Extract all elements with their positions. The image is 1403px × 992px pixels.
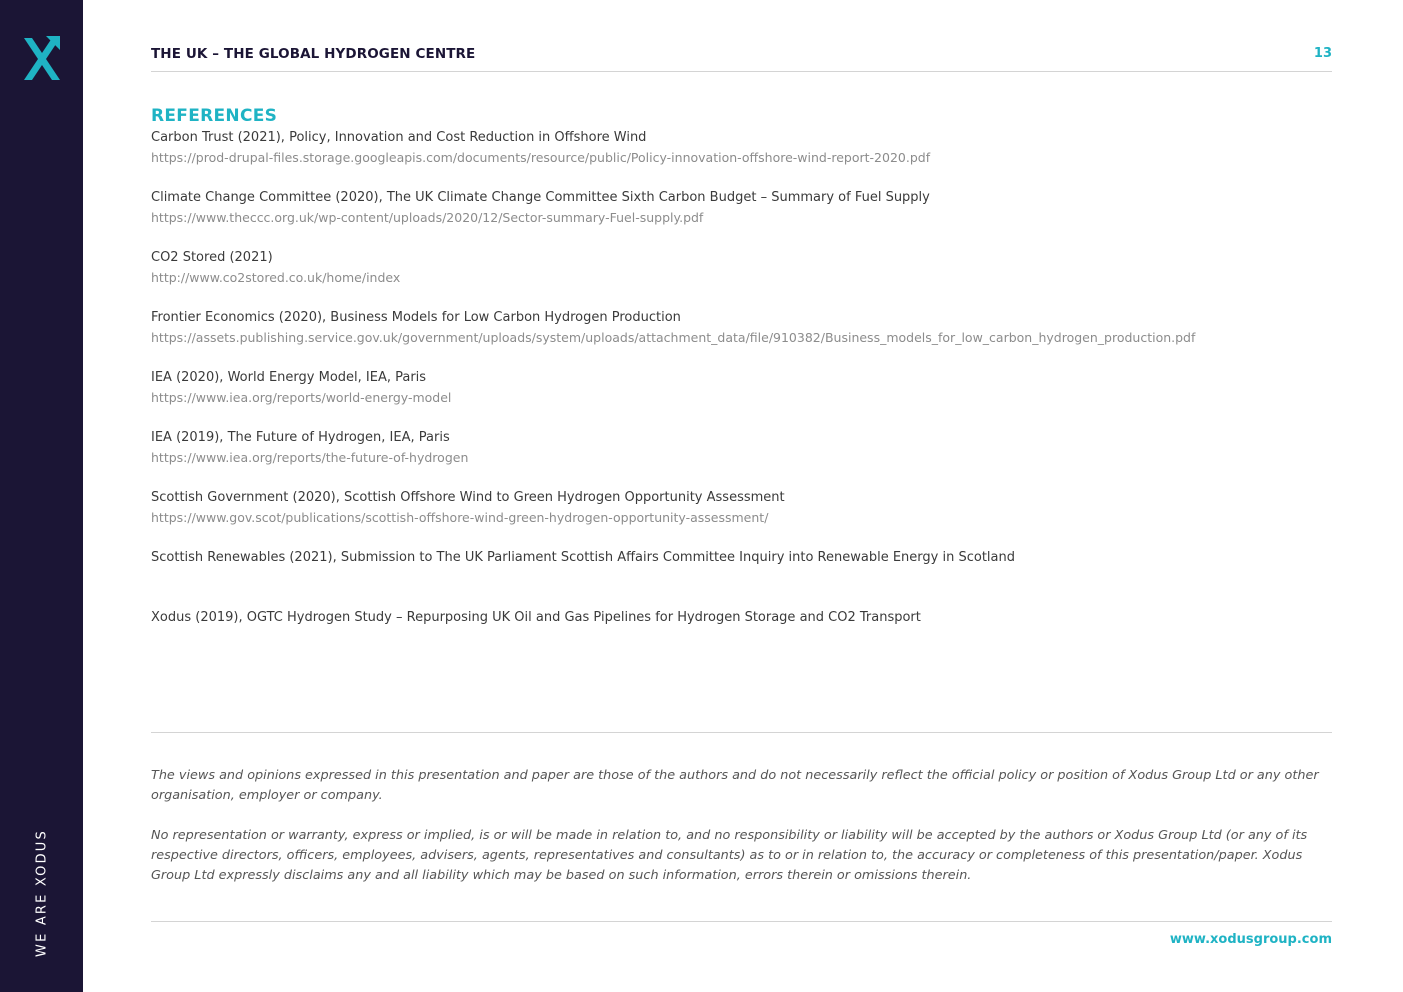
reference-url[interactable]: https://assets.publishing.service.gov.uk/government/uploads/system/uploads/attachment_data/file/910382/Business_models_for_low_carbon_hydrogen_production.pdf <box>151 330 1196 345</box>
disclaimer-paragraph: No representation or warranty, express or implied, is or will be made in relation to, and no responsibility or liability will be accepted by the authors or Xodus Group Ltd (or any of its respective directors, officers, employees, advisers, agents, representatives and consultants) as to or in relation to, the accuracy or completeness of this presentation/paper. Xodus Group Ltd expressly disclaims any and all liability which may be based on such information, errors therein or omissions therein. <box>151 828 1308 883</box>
references-heading: REFERENCES <box>151 106 278 126</box>
reference-url[interactable]: https://prod-drupal-files.storage.googleapis.com/documents/resource/public/Policy-innovation-offshore-wind-report-2020.pdf <box>151 150 931 165</box>
header-divider <box>151 71 1332 72</box>
reference-item <box>151 548 1332 608</box>
reference-title: Xodus (2019), OGTC Hydrogen Study – Repurposing UK Oil and Gas Pipelines for Hydrogen Storage and CO2 Transport <box>151 610 921 625</box>
reference-title: Climate Change Committee (2020), The UK Climate Change Committee Sixth Carbon Budget – Summary of Fuel Supply <box>151 190 930 205</box>
website-link[interactable]: www.xodusgroup.com <box>1169 932 1332 947</box>
disclaimer-divider <box>151 732 1332 733</box>
reference-item <box>151 428 1332 488</box>
reference-title: Scottish Renewables (2021), Submission to The UK Parliament Scottish Affairs Committee Inquiry into Renewable Energy in Scotland <box>151 550 1015 565</box>
disclaimer-paragraph: The views and opinions expressed in this presentation and paper are those of the authors and do not necessarily reflect the official policy or position of Xodus Group Ltd or any other organisation, employer or company. <box>151 768 1319 803</box>
reference-item <box>151 248 1332 308</box>
reference-title: CO2 Stored (2021) <box>151 250 273 265</box>
reference-item <box>151 188 1332 248</box>
reference-item <box>151 488 1332 548</box>
reference-url[interactable]: http://www.co2stored.co.uk/home/index <box>151 270 401 285</box>
reference-title: IEA (2020), World Energy Model, IEA, Paris <box>151 370 427 385</box>
sidebar-tagline: WE ARE XODUS <box>34 829 50 957</box>
reference-title: Frontier Economics (2020), Business Models for Low Carbon Hydrogen Production <box>151 310 681 325</box>
reference-title: IEA (2019), The Future of Hydrogen, IEA, Paris <box>151 430 450 445</box>
footer-divider <box>151 921 1332 922</box>
reference-url[interactable]: https://www.iea.org/reports/the-future-of-hydrogen <box>151 450 469 465</box>
reference-url[interactable]: https://www.iea.org/reports/world-energy-model <box>151 390 452 405</box>
page-number: 13 <box>1313 46 1332 61</box>
sidebar <box>0 0 83 992</box>
reference-title: Scottish Government (2020), Scottish Offshore Wind to Green Hydrogen Opportunity Assessment <box>151 490 785 505</box>
reference-item <box>151 128 1332 188</box>
reference-url[interactable]: https://www.gov.scot/publications/scottish-offshore-wind-green-hydrogen-opportunity-assessment/ <box>151 510 769 525</box>
reference-title: Carbon Trust (2021), Policy, Innovation and Cost Reduction in Offshore Wind <box>151 130 647 145</box>
reference-item <box>151 368 1332 428</box>
reference-item <box>151 608 1332 668</box>
references-list <box>151 128 1332 668</box>
xodus-logo-icon <box>22 34 62 84</box>
header-title: THE UK – THE GLOBAL HYDROGEN CENTRE <box>151 46 476 62</box>
reference-url[interactable]: https://www.theccc.org.uk/wp-content/uploads/2020/12/Sector-summary-Fuel-supply.pdf <box>151 210 704 225</box>
disclaimer <box>151 766 1332 906</box>
reference-item <box>151 308 1332 368</box>
